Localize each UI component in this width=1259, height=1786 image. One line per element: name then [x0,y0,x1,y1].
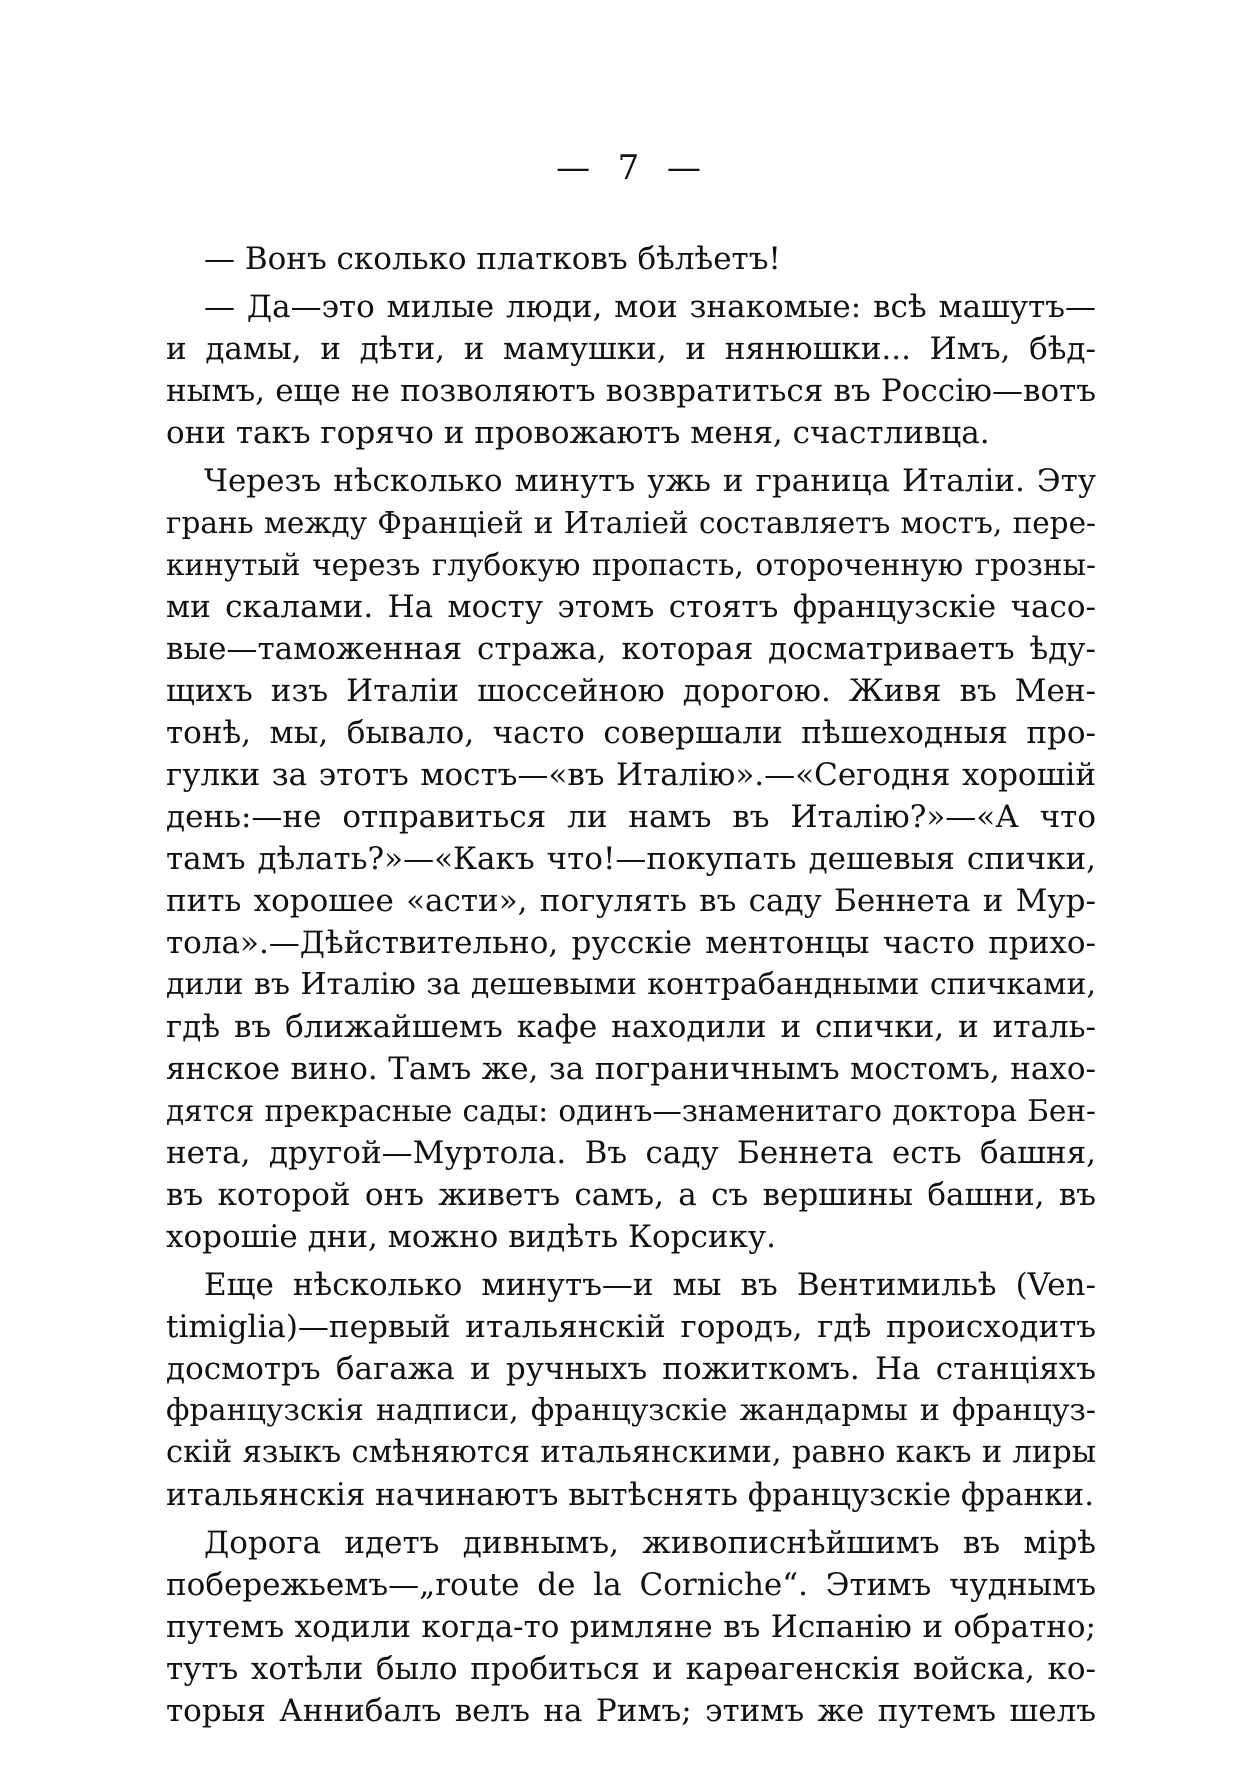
text-line: янское вино. Тамъ же, за пограничнымъ мостомъ, нахо- [166,1051,1096,1087]
text-line: день:—не отправиться ли намъ въ Италію?»—«А что [166,799,1096,835]
text-line: тола».—Дѣйствительно, русскіе ментонцы часто прихо- [166,925,1096,961]
text-line: вые—таможенная стража, которая досматриваетъ ѣду- [166,631,1096,667]
text-line: — Да—это милые люди, мои знакомые: всѣ машутъ— [204,289,1096,325]
text-line: французскія надписи, французскіе жандармы и француз- [166,1393,1096,1428]
page-number: — 7 — [556,148,703,188]
text-line: щихъ изъ Италіи шоссейною дорогою. Живя въ Мен- [166,673,1096,709]
text-line: — Вонъ сколько платковъ бѣлѣетъ! [204,241,781,277]
text-line: торыя Аннибалъ велъ на Римъ; этимъ же путемъ шелъ [166,1693,1096,1729]
text-line: нымъ, еще не позволяютъ возвратиться въ Россію—вотъ [166,373,1096,409]
text-line: тутъ хотѣли было пробиться и карѳагенскія войска, ко- [166,1651,1096,1687]
text-line: скій языкъ смѣняются итальянскими, равно какъ и лиры [166,1435,1096,1470]
paragraph [166,286,1096,454]
paragraph [166,460,1096,1258]
text-line: гдѣ въ ближайшемъ кафе находили и спички, и италь- [166,1009,1096,1045]
text-line: и дамы, и дѣти, и мамушки, и нянюшки... Имъ, бѣд- [166,331,1096,367]
text-line: досмотръ багажа и ручныхъ пожиткомъ. На станціяхъ [166,1351,1096,1387]
text-line: пить хорошее «асти», погулять въ саду Беннета и Мур- [166,883,1096,919]
text-line: ми скалами. На мосту этомъ стоятъ французскіе часо- [166,589,1096,625]
page-body [166,238,1096,1732]
text-line: они такъ горячо и провожаютъ меня, счастливца. [166,415,990,451]
text-line: хорошіе дни, можно видѣть Корсику. [166,1219,776,1255]
text-line: дятся прекрасные сады: одинъ—знаменитаго доктора Бен- [166,1094,1096,1128]
text-line: timiglia)—первый итальянскій городъ, гдѣ происходитъ [166,1309,1096,1345]
text-line: грань между Франціей и Италіей составляетъ мостъ, пере- [166,506,1096,540]
text-line: гулки за этотъ мостъ—«въ Италію».—«Сегодня хорошій [166,757,1096,793]
paragraph [166,238,1096,280]
text-line: въ которой онъ живетъ самъ, а съ вершины башни, въ [166,1177,1096,1213]
text-line: путемъ ходили когда-то римляне въ Испанію и обратно; [166,1609,1096,1645]
text-line: Еще нѣсколько минутъ—и мы въ Вентимильѣ (Ven- [204,1267,1096,1303]
text-line: Дорога идетъ дивнымъ, живописнѣйшимъ въ мірѣ [204,1525,1096,1561]
text-line: тамъ дѣлать?»—«Какъ что!—покупать дешевыя спички, [166,841,1096,877]
paragraph [166,1522,1096,1732]
text-line: дили въ Италію за дешевыми контрабандными спичками, [166,967,1096,1002]
text-line: тонѣ, мы, бывало, часто совершали пѣшеходныя про- [166,715,1096,751]
text-line: побережьемъ—„route de la Corniche“. Этимъ чуднымъ [166,1567,1096,1603]
paragraph [166,1264,1096,1516]
text-line: нета, другой—Муртола. Въ саду Беннета есть башня, [166,1135,1096,1171]
text-line: кинутый черезъ глубокую пропасть, отороченную грозны- [166,548,1096,582]
text-line: Черезъ нѣсколько минутъ ужь и граница Италіи. Эту [204,463,1096,499]
text-line: итальянскія начинаютъ вытѣснять французскіе франки. [166,1477,1095,1513]
